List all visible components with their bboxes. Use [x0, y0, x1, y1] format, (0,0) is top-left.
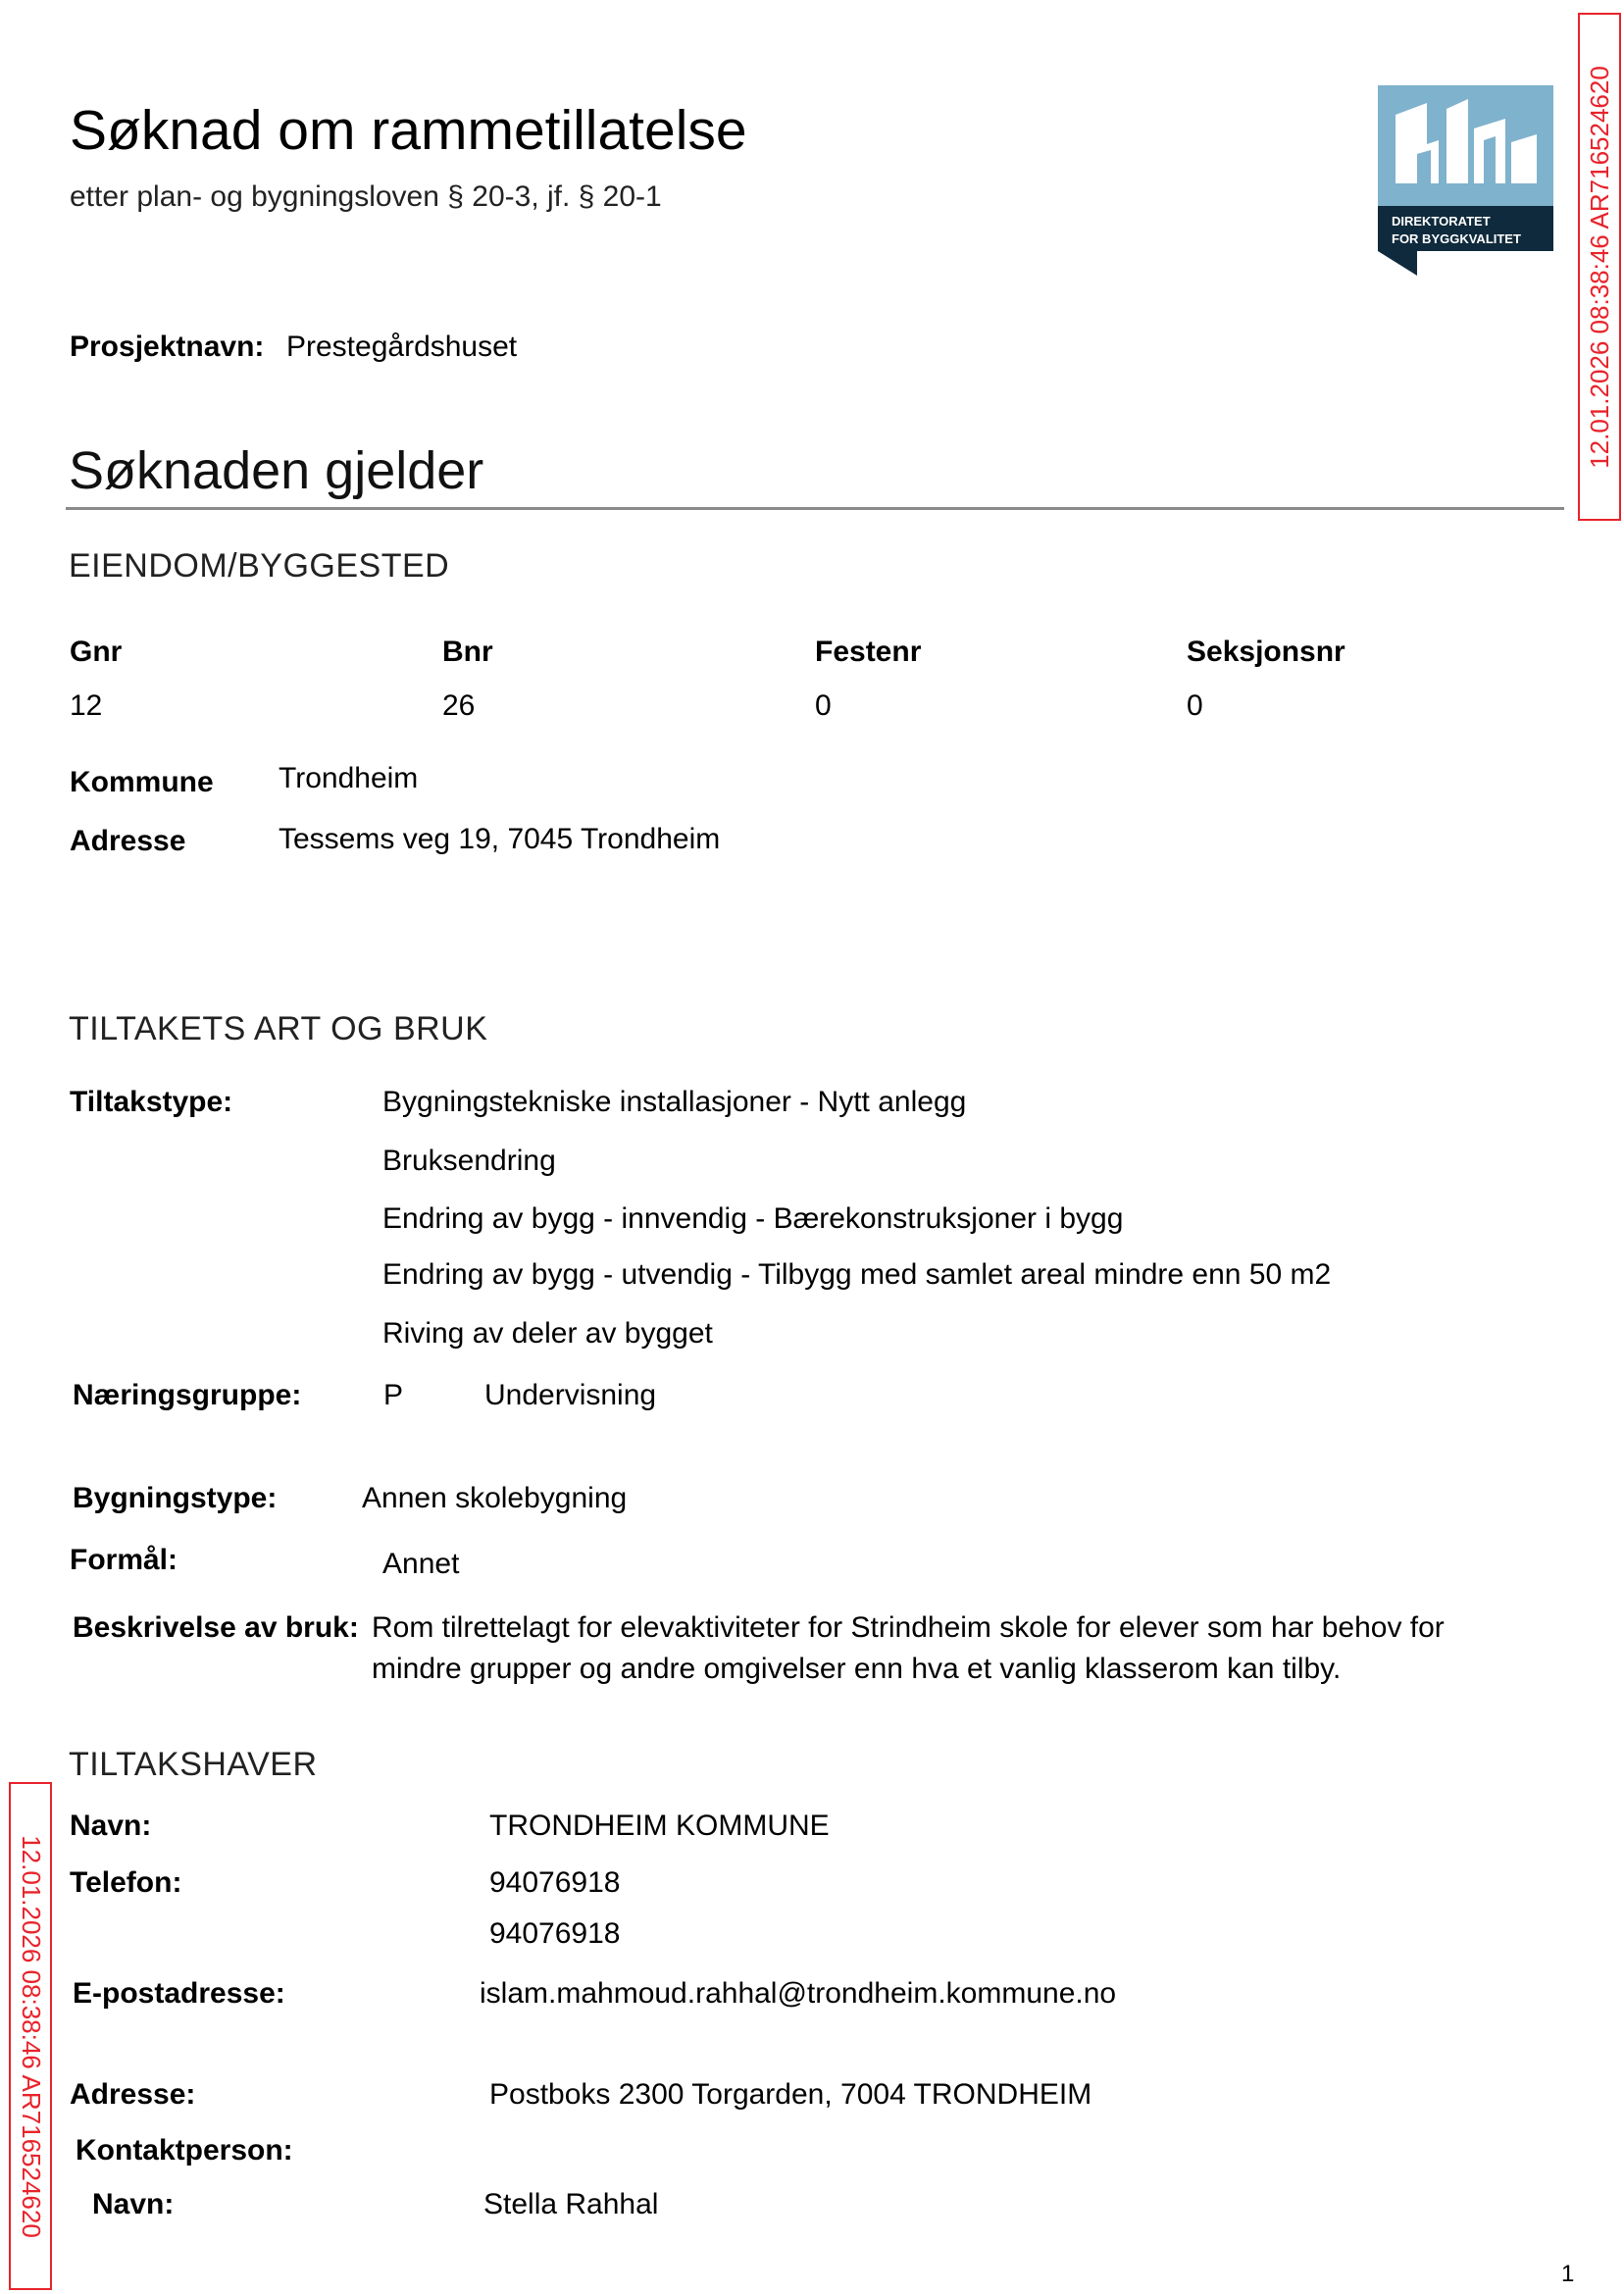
document-subtitle: etter plan- og bygningsloven § 20-3, jf. § 20-1: [70, 180, 662, 213]
festenr-label: Festenr: [815, 636, 922, 668]
navn-value: TRONDHEIM KOMMUNE: [489, 1810, 830, 1842]
navn-label: Navn:: [70, 1810, 152, 1842]
bruk-value-line2: mindre grupper og andre omgivelser enn hva et vanlig klasserom kan tilby.: [372, 1653, 1342, 1685]
gnr-label: Gnr: [70, 636, 123, 668]
section-title: Søknaden gjelder: [69, 441, 484, 500]
section-divider: [66, 507, 1564, 510]
project-value: Prestegårdshuset: [286, 331, 518, 363]
kommune-value: Trondheim: [279, 762, 419, 794]
naeringsgruppe-code: P: [383, 1379, 404, 1411]
bnr-label: Bnr: [442, 636, 493, 668]
tiltak-heading: TILTAKETS ART OG BRUK: [69, 1010, 488, 1047]
telefon-value: 94076918: [489, 1866, 621, 1899]
stamp-text: 12.01.2026 08:38:46 AR716524620: [16, 1834, 46, 2238]
kommune-label: Kommune: [70, 766, 214, 798]
telefon-label: Telefon:: [70, 1866, 182, 1899]
stamp-text: 12.01.2026 08:38:46 AR716524620: [1584, 65, 1614, 469]
adresse-label: Adresse: [70, 825, 186, 857]
telefon-value: 94076918: [489, 1917, 621, 1950]
tiltakstype-item: Bygningstekniske installasjoner - Nytt anlegg: [382, 1086, 967, 1118]
formal-value: Annet: [382, 1548, 460, 1580]
dibk-logo: [1378, 85, 1553, 276]
seksjonsnr-value: 0: [1187, 689, 1203, 722]
adresse-value: Tessems veg 19, 7045 Trondheim: [279, 823, 721, 855]
tiltakshaver-adresse-label: Adresse:: [70, 2078, 196, 2111]
bruk-value-line1: Rom tilrettelagt for elevaktiviteter for Strindheim skole for elever som har behov for: [372, 1611, 1445, 1644]
tiltakstype-label: Tiltakstype:: [70, 1086, 233, 1118]
tiltakstype-item: Bruksendring: [382, 1145, 556, 1177]
kontaktperson-navn-label: Navn:: [92, 2188, 175, 2220]
gnr-value: 12: [70, 689, 103, 722]
tiltakstype-item: Riving av deler av bygget: [382, 1317, 713, 1350]
naeringsgruppe-value: Undervisning: [484, 1379, 657, 1411]
epost-label: E-postadresse:: [73, 1977, 285, 2010]
naeringsgruppe-label: Næringsgruppe:: [73, 1379, 302, 1411]
tiltakshaver-adresse-value: Postboks 2300 Torgarden, 7004 TRONDHEIM: [489, 2078, 1092, 2111]
page-number: 1: [1561, 2261, 1575, 2287]
bygningstype-label: Bygningstype:: [73, 1482, 278, 1514]
tiltakshaver-heading: TILTAKSHAVER: [69, 1746, 318, 1783]
tiltakstype-item: Endring av bygg - utvendig - Tilbygg med samlet areal mindre enn 50 m2: [382, 1258, 1332, 1291]
bygningstype-value: Annen skolebygning: [362, 1482, 628, 1514]
epost-value: islam.mahmoud.rahhal@trondheim.kommune.no: [480, 1977, 1117, 2010]
bruk-label: Beskrivelse av bruk:: [73, 1611, 359, 1644]
tiltakstype-item: Endring av bygg - innvendig - Bærekonstruksjoner i bygg: [382, 1202, 1124, 1235]
project-label: Prosjektnavn:: [70, 331, 265, 363]
bnr-value: 26: [442, 689, 476, 722]
logo-line1: DIREKTORATET: [1392, 214, 1491, 229]
timestamp-stamp-right: [1578, 13, 1621, 521]
property-heading: EIENDOM/BYGGESTED: [69, 547, 450, 585]
festenr-value: 0: [815, 689, 832, 722]
kontaktperson-label: Kontaktperson:: [76, 2134, 293, 2167]
logo-line2: FOR BYGGKVALITET: [1392, 231, 1521, 246]
document-title: Søknad om rammetillatelse: [70, 99, 747, 162]
timestamp-stamp-left: [9, 1782, 52, 2290]
kontaktperson-navn-value: Stella Rahhal: [483, 2188, 659, 2220]
formal-label: Formål:: [70, 1544, 178, 1576]
seksjonsnr-label: Seksjonsnr: [1187, 636, 1345, 668]
